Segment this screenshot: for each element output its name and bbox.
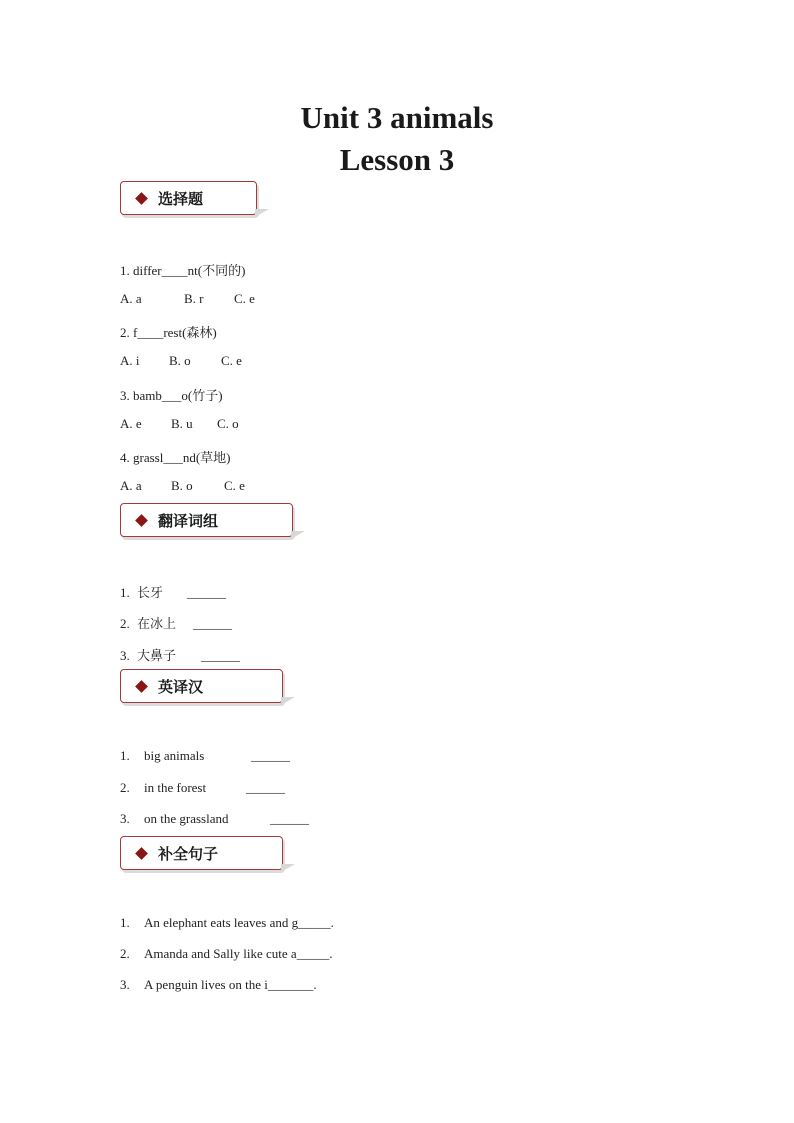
phrase-item-3: 3. 大鼻子 ______ (120, 648, 240, 664)
section-header-label: 选择题 (158, 189, 204, 208)
en-item-3: 3. on the grassland ______ (120, 811, 309, 826)
sentence-item-3: 3. A penguin lives on the i_______. (120, 977, 317, 992)
question-1-options: A. a B. r C. e (120, 291, 255, 306)
section-header-label: 翻译词组 (158, 511, 219, 530)
diamond-bullet-icon (135, 847, 148, 860)
section-header-label: 补全句子 (158, 844, 219, 863)
question-4-options: A. a B. o C. e (120, 478, 245, 493)
question-3: 3. bamb___o(竹子) (120, 388, 223, 403)
diamond-bullet-icon (135, 514, 148, 527)
sentence-item-2: 2. Amanda and Sally like cute a_____. (120, 946, 333, 961)
question-4: 4. grassl___nd(草地) (120, 450, 231, 465)
page-title: Unit 3 animals (300, 100, 494, 135)
sentence-item-1: 1. An elephant eats leaves and g_____. (120, 915, 334, 930)
diamond-bullet-icon (135, 192, 148, 205)
phrase-item-2: 2. 在冰上 ______ (120, 616, 232, 632)
question-1: 1. differ____nt(不同的) (120, 263, 246, 278)
question-3-options: A. e B. u C. o (120, 416, 239, 431)
diamond-bullet-icon (135, 680, 148, 693)
section-header-label: 英译汉 (158, 677, 204, 696)
en-item-2: 2. in the forest ______ (120, 780, 285, 795)
phrase-item-1: 1. 长牙 ______ (120, 585, 226, 601)
en-item-1: 1. big animals ______ (120, 748, 290, 763)
question-2: 2. f____rest(森林) (120, 325, 217, 340)
page-subtitle: Lesson 3 (339, 142, 455, 177)
question-2-options: A. i B. o C. e (120, 353, 242, 368)
